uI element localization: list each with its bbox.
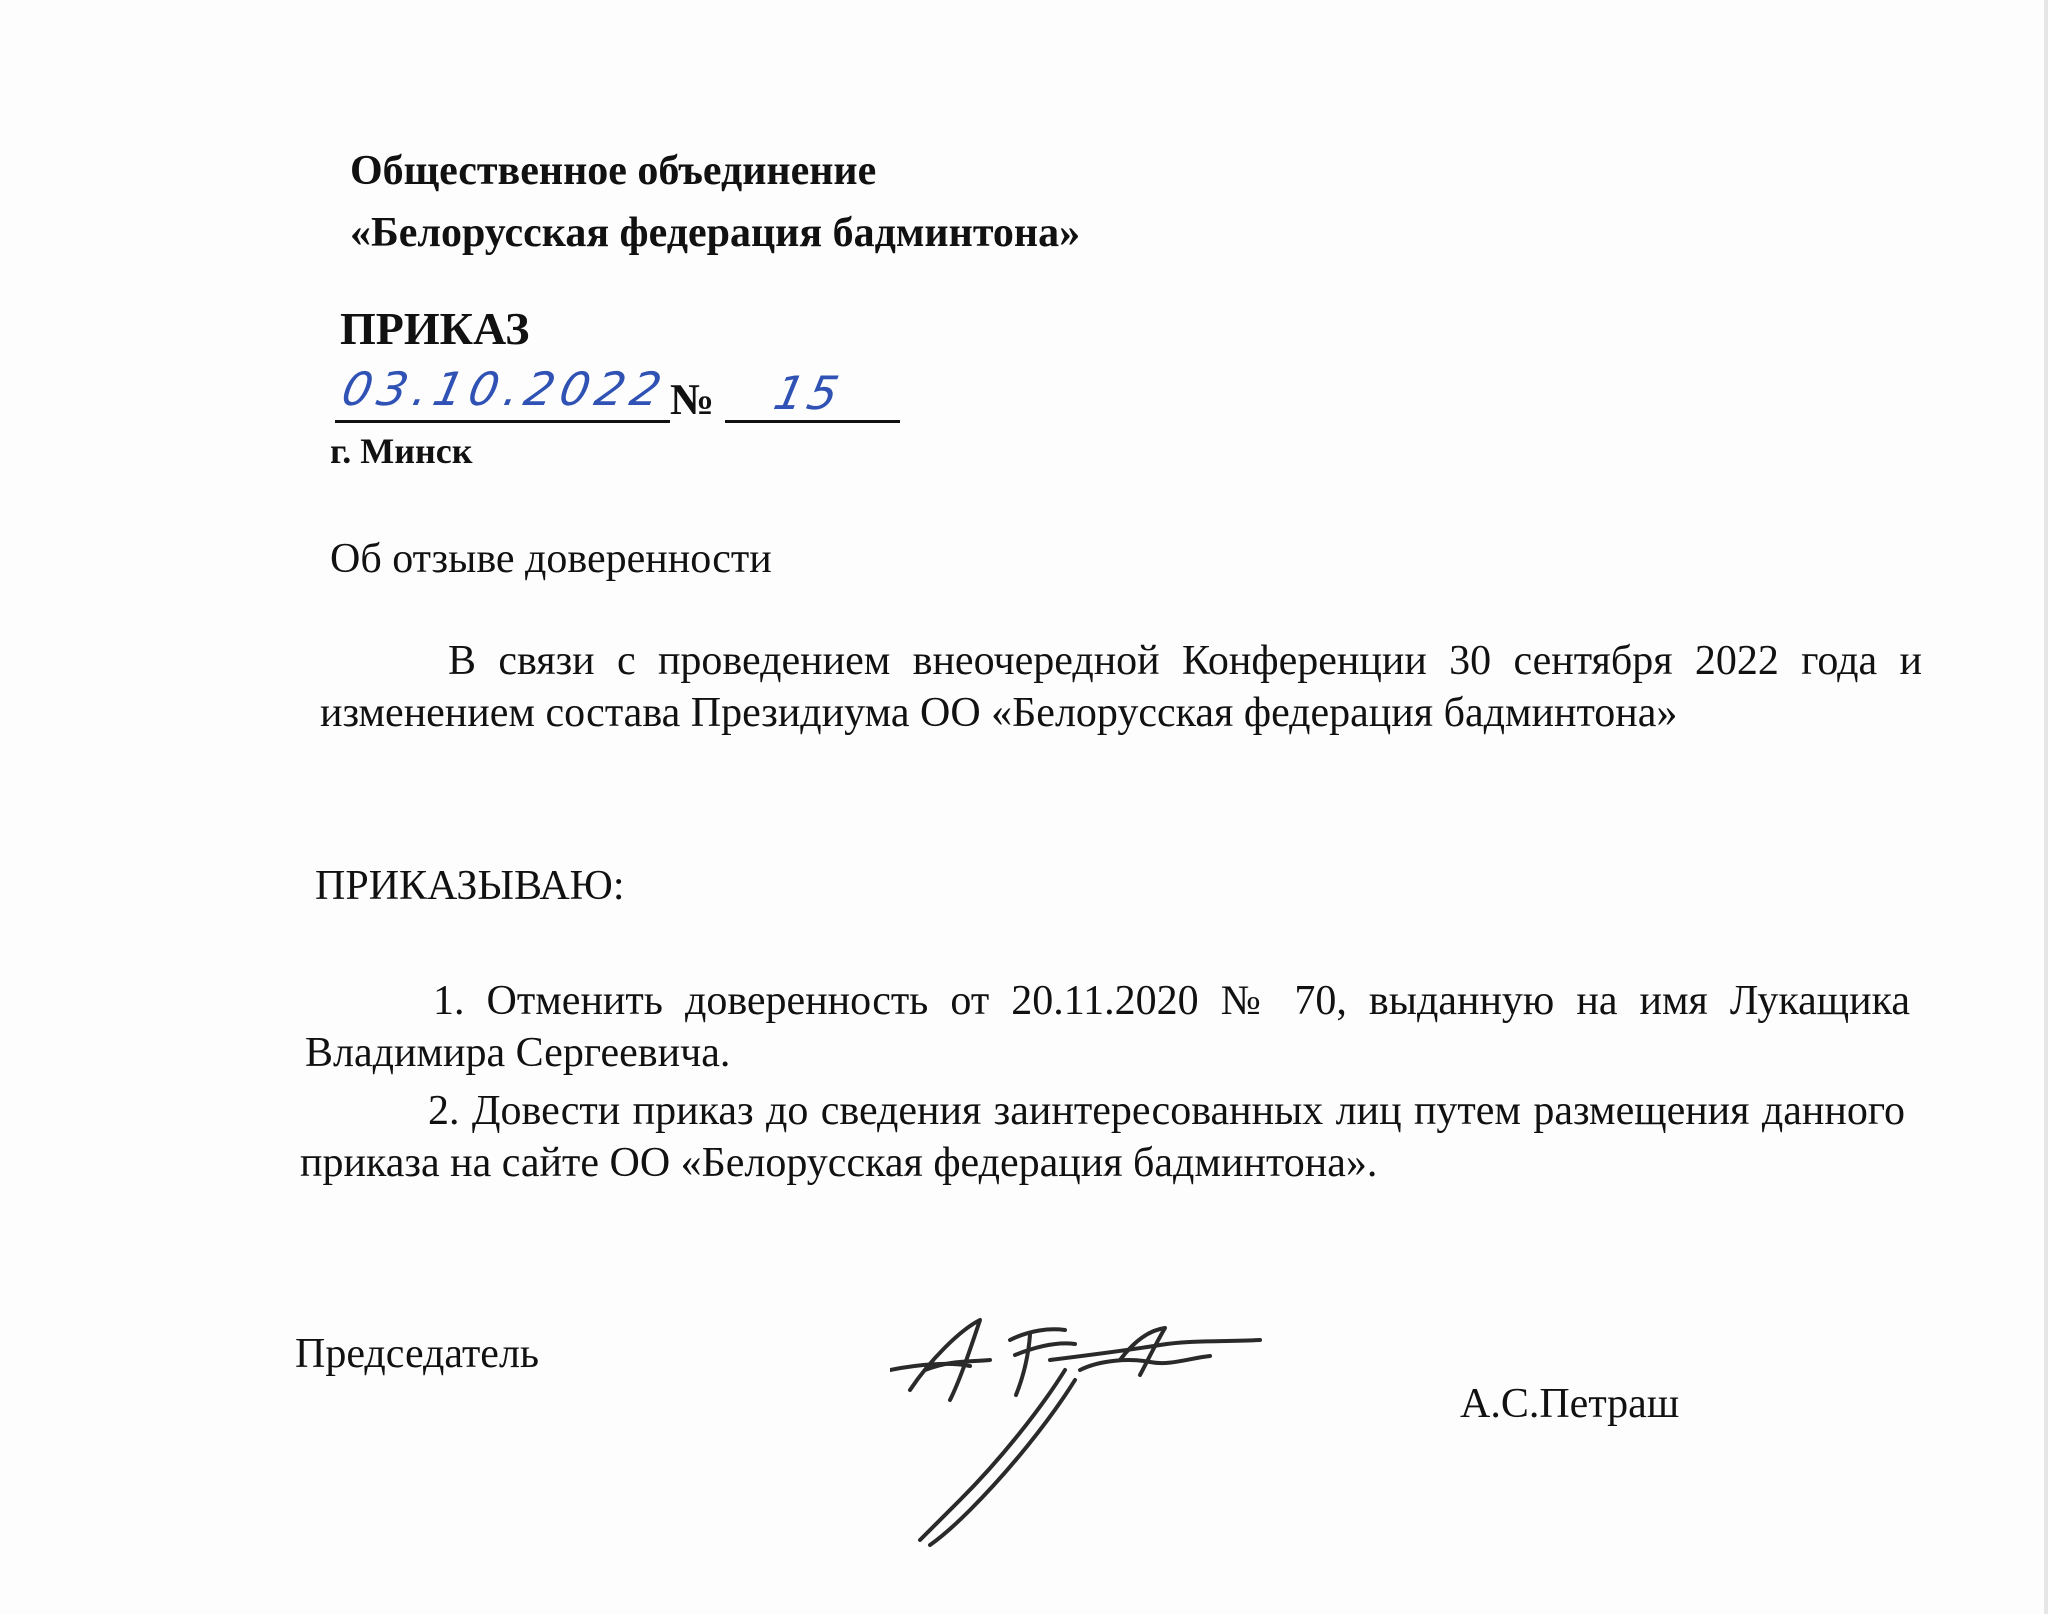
- number-underline: [725, 420, 900, 423]
- number-sign: №: [670, 375, 715, 424]
- signer-name: А.С.Петраш: [1460, 1381, 1680, 1427]
- date-number-line: [335, 362, 1235, 432]
- intro-paragraph: В связи с проведением внеочередной Конференции 30 сентября 2022 года и изменением состава Президиума ОО «Белорусская федерация бадминтона»: [320, 638, 1922, 736]
- order-word: ПРИКАЗЫВАЮ:: [315, 863, 625, 909]
- organization-line-1: Общественное объединение: [350, 148, 877, 194]
- order-item-2: 2. Довести приказ до сведения заинтересованных лиц путем размещения данного приказа на сайте ОО «Белорусская федерация бадминтона».: [300, 1088, 1905, 1186]
- document-subject: Об отзыве доверенности: [330, 536, 772, 582]
- organization-name: [350, 140, 1080, 264]
- signer-position: Председатель: [295, 1331, 540, 1377]
- city: г. Минск: [330, 431, 473, 471]
- handwritten-date: 03.10.2022: [337, 362, 673, 416]
- scan-edge: [2044, 0, 2048, 1614]
- organization-line-2: «Белорусская федерация бадминтона»: [350, 210, 1081, 256]
- handwritten-signature: [890, 1300, 1310, 1550]
- order-item-1: 1. Отменить доверенность от 20.11.2020 № 70, выданную на имя Лукащика Владимира Сергеевича.: [305, 978, 1910, 1076]
- document-type: ПРИКАЗ: [340, 303, 530, 354]
- handwritten-number: 15: [769, 366, 848, 420]
- date-underline: [335, 420, 670, 423]
